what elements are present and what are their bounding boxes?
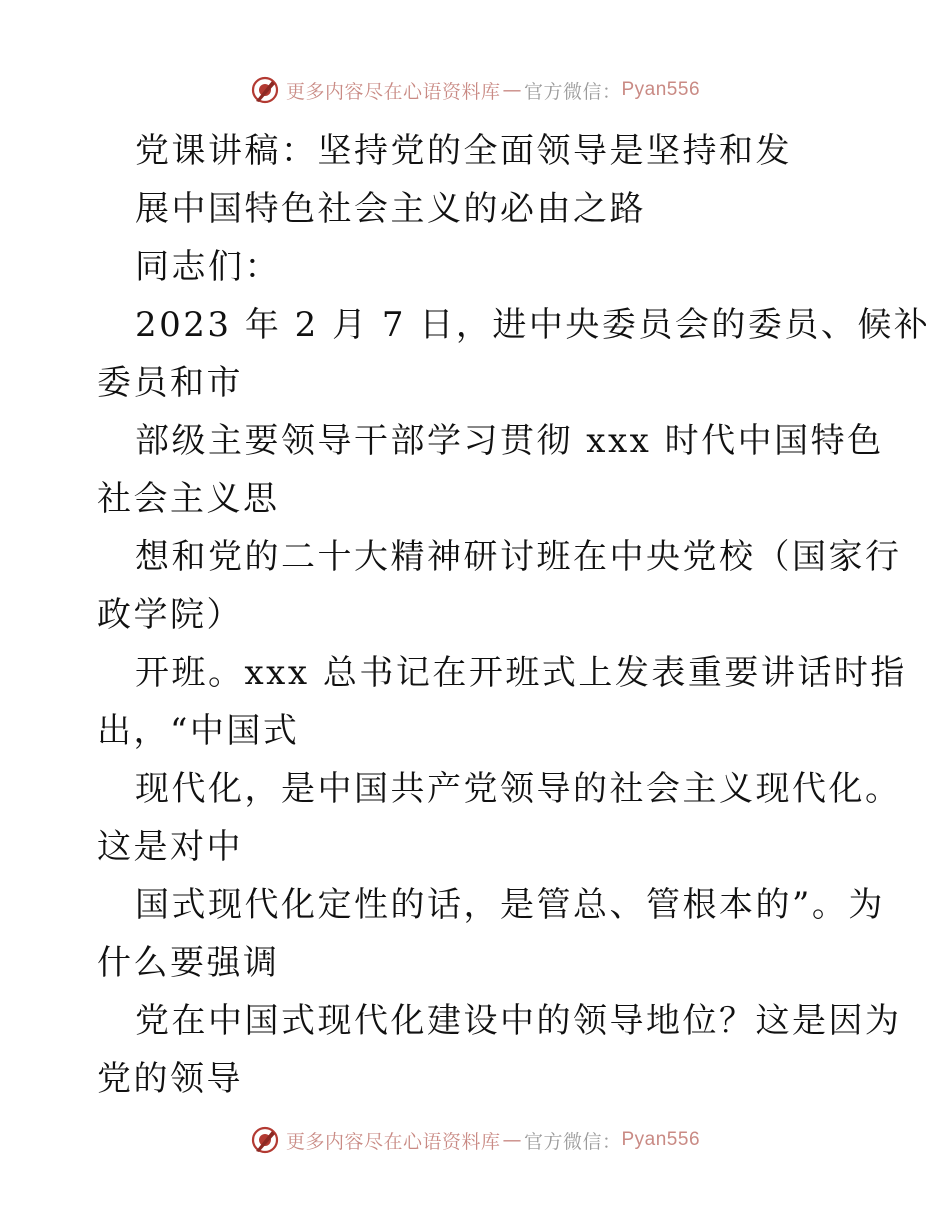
body-line: 部级主要领导干部学习贯彻 xxx 时代中国特色 [135, 421, 884, 461]
body-line: 社会主义思 [97, 479, 280, 519]
body-line: 出，“中国式 [97, 711, 300, 751]
title-line-1: 党课讲稿：坚持党的全面领导是坚持和发 [135, 131, 792, 171]
footer-banner [0, 1120, 950, 1160]
body-line: 现代化，是中国共产党领导的社会主义现代化。 [135, 769, 902, 809]
title-line-2: 展中国特色社会主义的必由之路 [135, 189, 646, 229]
body-line: 国式现代化定性的话，是管总、管根本的”。为 [135, 885, 885, 925]
site-text: 更多内容尽在心语资料库 [285, 80, 501, 103]
body-line: 党的领导 [97, 1059, 243, 1099]
salutation: 同志们： [135, 247, 281, 287]
body-line: 委员和市 [97, 363, 243, 403]
wechat-id: Pyan556 [621, 79, 701, 100]
wechat-id: Pyan556 [621, 1129, 701, 1150]
wechat-label: 官方微信： [523, 1130, 622, 1153]
header-banner [0, 70, 950, 110]
body-line: 这是对中 [97, 827, 243, 867]
banner-separator: — [502, 1129, 522, 1151]
banner-separator: — [502, 79, 522, 101]
wechat-label: 官方微信： [523, 80, 622, 103]
body-line: 党在中国式现代化建设中的领导地位？这是因为 [135, 1001, 902, 1041]
body-line: 想和党的二十大精神研讨班在中央党校（国家行 [135, 537, 902, 577]
body-line: 2023 年 2 月 7 日，进中央委员会的委员、候补 [135, 305, 931, 345]
body-line: 开班。xxx 总书记在开班式上发表重要讲话时指 [135, 653, 907, 693]
body-line: 什么要强调 [97, 943, 280, 983]
document-body [97, 122, 931, 1108]
body-line: 政学院） [97, 595, 243, 635]
quill-circle-logo-icon [250, 1125, 280, 1155]
quill-circle-logo-icon [250, 75, 280, 105]
site-text: 更多内容尽在心语资料库 [285, 1130, 501, 1153]
